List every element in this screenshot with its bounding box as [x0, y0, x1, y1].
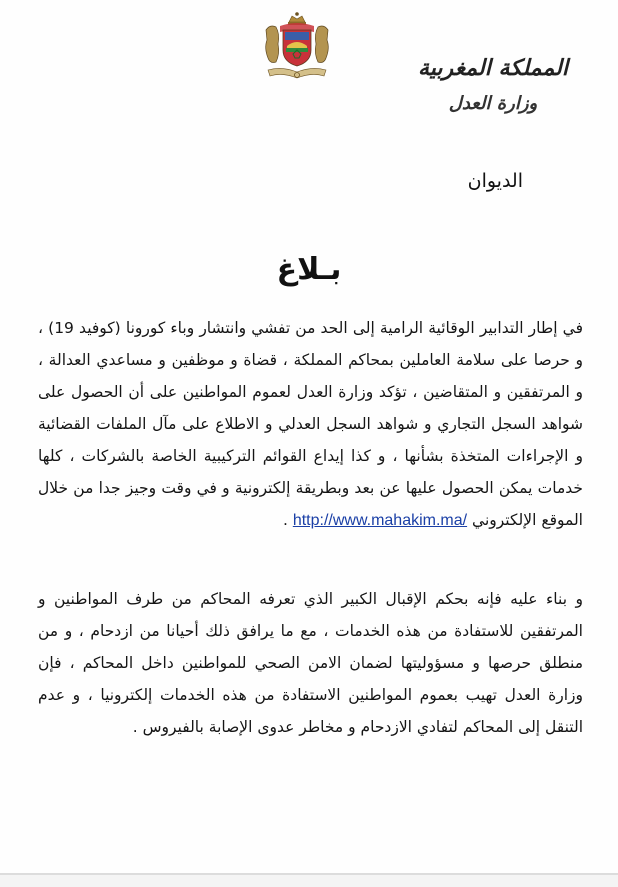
ministry-name: وزارة العدل: [448, 93, 538, 114]
paragraph-1: [38, 312, 583, 537]
paragraph-2: و بناء عليه فإنه بحكم الإقبال الكبير الذي تعرفه المحاكم من طرف المواطنين و المرتفقين للاستفادة من هذه الخدمات ، مع ما يرافق ذلك أحيانا من ازدحام ، و من منطلق حرصها و مسؤوليتها لضمان الامن الصحي للمواطنين داخل المحاكم ، فإن وزارة العدل تهيب بعموم المواطنين الاستفادة من هذه الخدمات إلكترونيا ، و عدم التنقل إلى المحاكم لتفادي الازدحام و مخاطر عدوى الإصابة بالفيروس .: [38, 590, 583, 736]
kingdom-name: المملكة المغربية: [418, 55, 568, 81]
paragraph-1-text: في إطار التدابير الوقائية الرامية إلى الحد من تفشي وانتشار وباء كورونا (كوفيد 19) ، و حرصا على سلامة العاملين بمحاكم المملكة ، قضاة و موظفين و مساعدي العدالة ، و المرتفقين و المتقاضين ، تؤكد وزارة العدل لعموم المواطنين على أن الحصول على شواهد السجل التجاري و شواهد السجل العدلي و الاطلاع على مآل الملفات القضائية و الإجراءات المتخذة بشأنها ، و كذا إيداع القوائم التركيبية الخاصة بالشركات ، كلها خدمات يمكن الحصول عليها عن بعد وبطريقة إلكترونية و في وقت وجيز جدا من خلال الموقع الإلكتروني: [38, 319, 583, 529]
document-title: بـلاغ: [276, 252, 342, 287]
royal-emblem-icon: [262, 10, 332, 84]
office-label: الديوان: [467, 170, 523, 192]
letterhead: [408, 55, 578, 114]
mahakim-website-link[interactable]: http://www.mahakim.ma/: [292, 512, 468, 529]
paragraph-1-end: .: [282, 511, 288, 529]
